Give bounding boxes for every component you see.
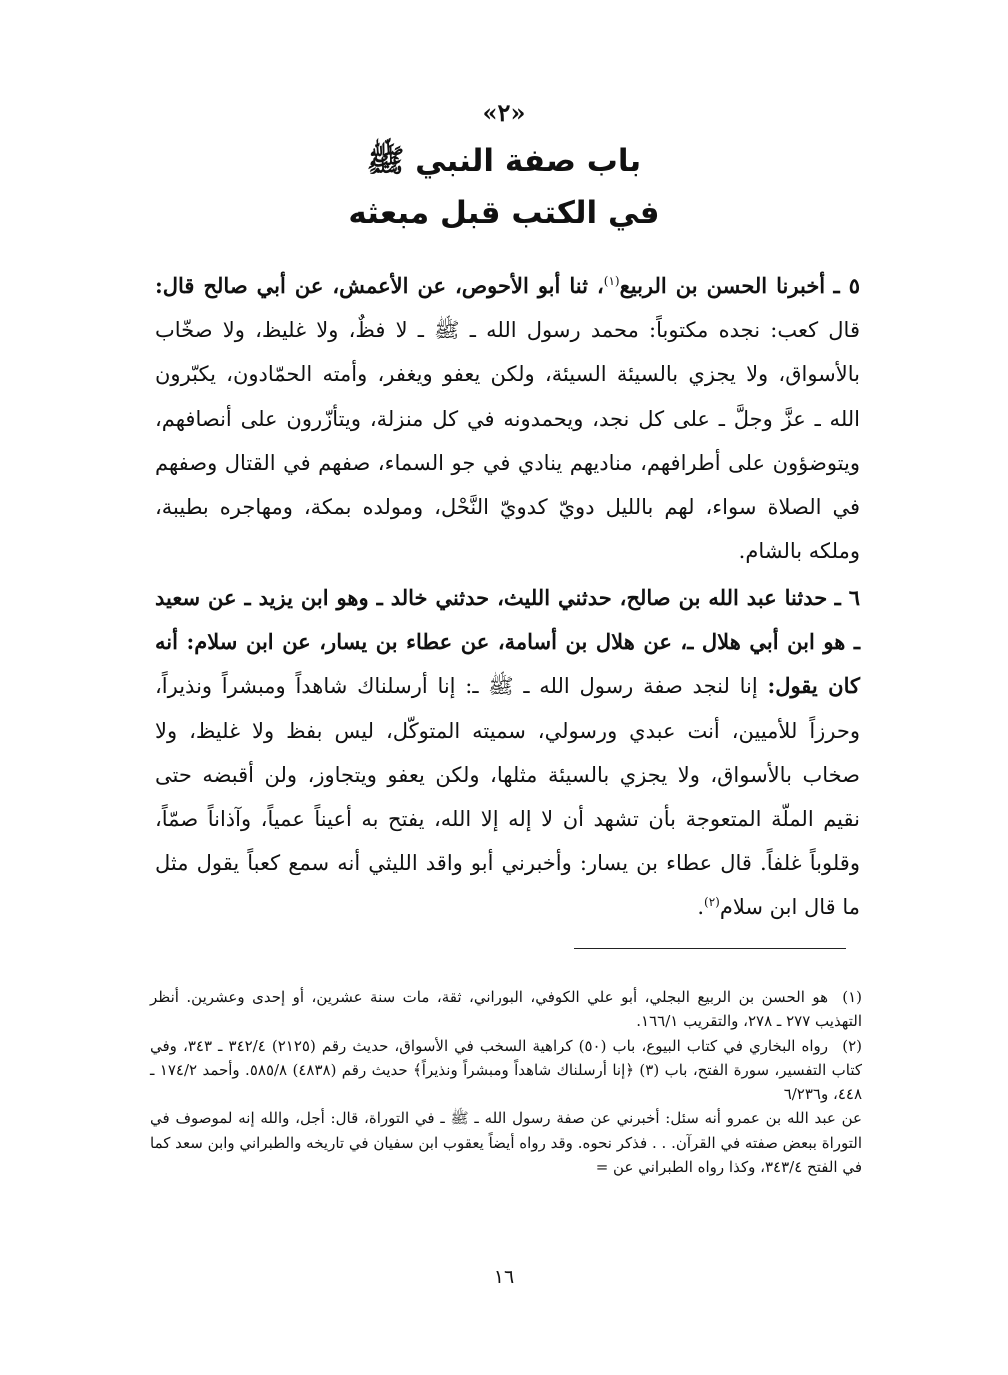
footnote-ref-2[interactable]: (٢) <box>704 895 720 910</box>
footnote-2-continuation: عن عبد الله بن عمرو أنه سئل: أخبرني عن صفة رسول الله ـ ﷺ ـ في التوراة، قال: أجل، والله إنه لموصوف في التوراة ببعض صفته في القرآن. . . فذكر نحوه. وقد رواه أيضاً يعقوب ابن سفيان في تاريخه والطبراني وابن سعد كما في الفتح ٣٤٣/٤، وكذا رواه الطبراني عن = <box>150 1109 862 1177</box>
page-number: ١٦ <box>493 1266 515 1288</box>
hadith-6-end: . <box>697 895 704 920</box>
footnote-2 <box>150 1034 862 1107</box>
footnote-1-number: (١) <box>842 988 862 1006</box>
footnotes <box>150 985 862 1179</box>
hadith-5-paragraph <box>155 264 860 573</box>
chapter-title-line1: باب صفة النبي ﷺ <box>366 143 642 179</box>
hadith-6-chain: حدثنا عبد الله بن صالح، حدثني الليث، حدثني خالد ـ وهو ابن يزيد ـ عن سعيد ـ هو ابن أبي هلال ـ، عن هلال بن أسامة، عن عطاء بن يسار، عن ابن سلام: أنه كان يقول: <box>155 585 860 699</box>
chapter-title-line2: في الكتب قبل مبعثه <box>348 195 660 231</box>
hadith-5-chain: ، ثنا أبو الأحوص، عن الأعمش، عن أبي صالح قال: <box>155 273 604 298</box>
hadith-6-number: ٦ ـ <box>834 585 860 610</box>
footnote-1 <box>150 985 862 1034</box>
footnote-ref-1[interactable]: (١) <box>603 274 620 288</box>
hadith-5-lead: أخبرنا الحسن بن الربيع <box>619 273 826 298</box>
footnote-2-text: رواه البخاري في كتاب البيوع، باب (٥٠) كراهية السخب في الأسواق، حديث رقم (٢١٢٥) ٣٤٢/٤ ـ ٣٤٣، وفي كتاب التفسير، سورة الفتح، باب (٣) ﴿إنا أرسلناك شاهداً ومبشراً ونذيراً﴾ حديث رقم (٤٨٣٨) ٥٨٥/٨. وأحمد ١٧٤/٢ ـ ٤٤٨، و٦/٢٣٦ <box>150 1036 863 1104</box>
footnote-separator <box>574 948 846 949</box>
chapter-number: «٢» <box>482 98 526 127</box>
footnote-1-text: هو الحسن بن الربيع البجلي، أبو علي الكوفي، البوراني، ثقة، مات سنة عشرين، أو إحدى وعشرين. أنظر التهذيب ٢٧٧ ـ ٢٧٨، والتقريب ١٦٦/١. <box>150 988 862 1031</box>
hadith-5-text: قال كعب: نجده مكتوباً: محمد رسول الله ـ ﷺ ـ لا فظٌ، ولا غليظ، ولا صخّاب بالأسواق، ولا يجزي بالسيئة السيئة، ولكن يعفو ويغفر، وأمته الحمّادون، يكبّرون الله ـ عزَّ وجلَّ ـ على كل نجد، ويحمدونه في كل منزلة، ويتأزّرون على أنصافهم، ويتوضؤون على أطرافهم، مناديهم ينادي في جو السماء، صفهم في القتال وصفهم في الصلاة سواء، لهم بالليل دويّ كدويّ النَّحْل، ومولده بمكة، ومهاجره بطيبة، وملكه بالشام. <box>155 318 860 564</box>
hadith-5-number: ٥ ـ <box>833 273 860 298</box>
footnote-2-number: (٢) <box>842 1036 863 1055</box>
hadith-6-text: إنا لنجد صفة رسول الله ـ ﷺ ـ: إنا أرسلناك شاهداً ومبشراً ونذيراً، وحرزاً للأميين، أنت عبدي ورسولي، سميته المتوكّل، ليس بفظ ولا غليظ، ولا صخاب بالأسواق، ولا يجزي بالسيئة مثلها، ولكن يعفو ويتجاوز، ولن أقبضه حتى نقيم الملّة المتعوجة بأن تشهد أن لا إله إلا الله، يفتح به أعيناً عمياً، وآذاناً صمّاً، وقلوباً غلفاً. قال عطاء بن يسار: وأخبرني أبو واقد الليثي أنه سمع كعباً يقول مثل ما قال ابن سلام <box>155 674 860 920</box>
hadith-6-paragraph <box>155 576 860 930</box>
